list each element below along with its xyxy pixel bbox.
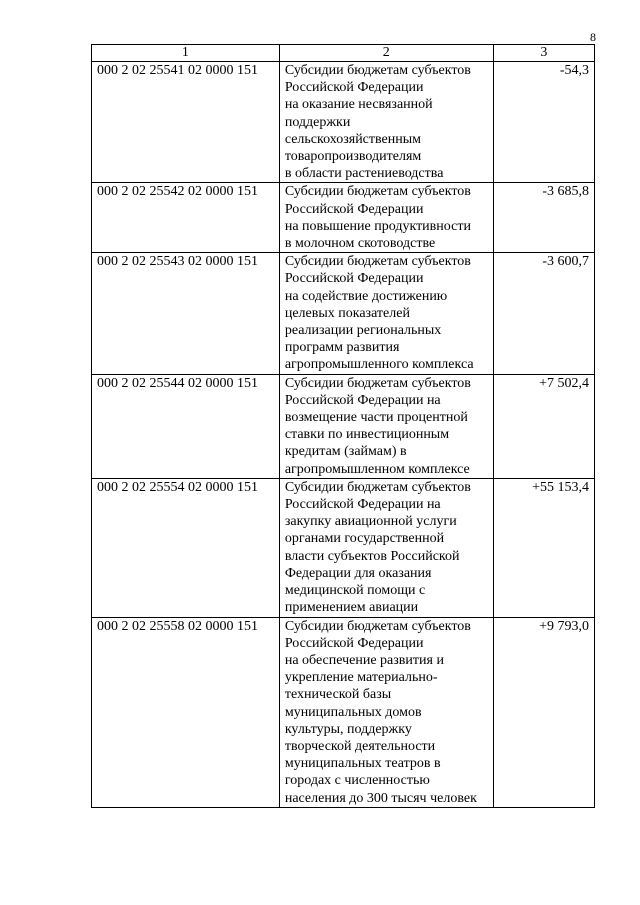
amount-cell: +55 153,4 bbox=[493, 478, 594, 617]
description-cell: Субсидии бюджетам субъектов Российской Федерации на закупку авиационной услуги органами государственной власти субъектов Российской Федерации для оказания медицинской помощи с применением авиации bbox=[279, 478, 493, 617]
page-number: 8 bbox=[590, 30, 596, 44]
column-header-amount: 3 bbox=[493, 45, 594, 62]
amount-cell: +9 793,0 bbox=[493, 617, 594, 807]
column-header-code: 1 bbox=[92, 45, 280, 62]
description-cell: Субсидии бюджетам субъектов Российской Федерации на повышение продуктивности в молочном скотоводстве bbox=[279, 183, 493, 253]
amount-cell: +7 502,4 bbox=[493, 374, 594, 478]
table-row bbox=[92, 617, 595, 807]
budget-code-cell: 000 2 02 25541 02 0000 151 bbox=[92, 62, 280, 183]
column-header-name: 2 bbox=[279, 45, 493, 62]
budget-code-cell: 000 2 02 25544 02 0000 151 bbox=[92, 374, 280, 478]
budget-code-cell: 000 2 02 25558 02 0000 151 bbox=[92, 617, 280, 807]
amount-cell: -3 600,7 bbox=[493, 253, 594, 374]
header-row bbox=[92, 45, 595, 62]
budget-table bbox=[91, 44, 595, 808]
table-row bbox=[92, 478, 595, 617]
budget-code-cell: 000 2 02 25543 02 0000 151 bbox=[92, 253, 280, 374]
description-cell: Субсидии бюджетам субъектов Российской Федерации на возмещение части процентной ставки по инвестиционным кредитам (займам) в агропромышленном комплексе bbox=[279, 374, 493, 478]
table-row bbox=[92, 253, 595, 374]
amount-cell: -3 685,8 bbox=[493, 183, 594, 253]
description-cell: Субсидии бюджетам субъектов Российской Федерации на обеспечение развития и укрепление материально- технической базы муниципальных домов культуры, поддержку творческой деятельности муниципальных театров в городах с численностью населения до 300 тысяч человек bbox=[279, 617, 493, 807]
table-row bbox=[92, 374, 595, 478]
description-cell: Субсидии бюджетам субъектов Российской Федерации на оказание несвязанной поддержки сельскохозяйственным товаропроизводителям в области растениеводства bbox=[279, 62, 493, 183]
amount-cell: -54,3 bbox=[493, 62, 594, 183]
description-cell: Субсидии бюджетам субъектов Российской Федерации на содействие достижению целевых показателей реализации региональных программ развития агропромышленного комплекса bbox=[279, 253, 493, 374]
budget-code-cell: 000 2 02 25554 02 0000 151 bbox=[92, 478, 280, 617]
table-row bbox=[92, 183, 595, 253]
budget-code-cell: 000 2 02 25542 02 0000 151 bbox=[92, 183, 280, 253]
table-row bbox=[92, 62, 595, 183]
